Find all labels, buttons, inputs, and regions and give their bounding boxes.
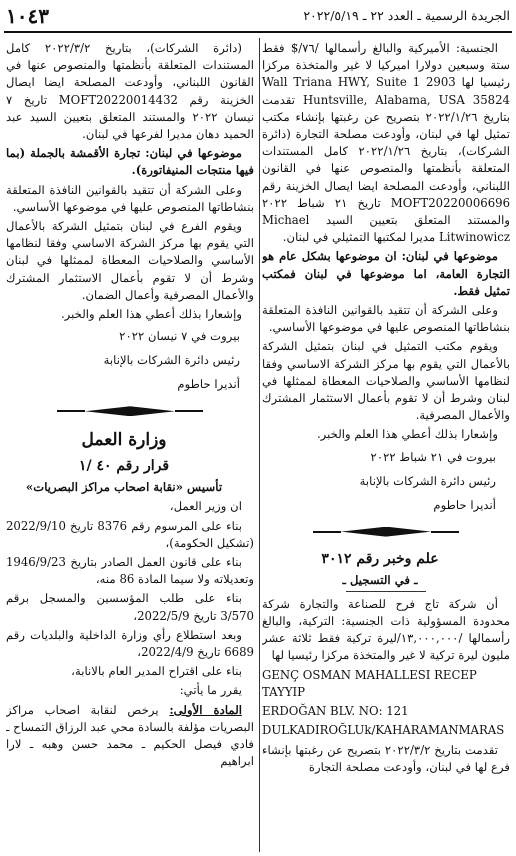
decides-line: يقرر ما يأتي: xyxy=(179,683,242,698)
right-column xyxy=(262,40,510,850)
branch-declaration-text: تقدمت بتاريخ ٢٠٢٢/٣/٢ بتصريح عن رغبتها بإنشاء فرع لها في لبنان، وأودعت مصلحة التجارة xyxy=(262,742,510,774)
office-duties-text: ويقوم مكتب التمثيل في لبنان بتمثيل الشركة بالأعمال التي يقوم بها مركز الشركة الاساسي وفقا لنظامها الأساسي والصلاحيات المعطاة لممثلها في لبنان وشرط أن لا تقوم بأعمال الاستثمار المشترك والأعمال المصرفية. xyxy=(262,339,510,423)
company-registration-text: أن شركة تاج فرح للصناعة والتجارة شركة محدودة المسؤولية ذات الجنسية: التركية، والبالغ رأسمالها /١٣,٠٠٠,٠٠٠/ليرة تركية فقط ثلاثة عشر مليون ليرة تركية لا غير والمتخذة مركزا رئيسيا لها xyxy=(262,596,510,663)
preamble-director-proposal: بناء على اقتراح المدير العام بالانابة، xyxy=(71,664,242,679)
preamble-labor-law: بناء على قانون العمل الصادر بتاريخ 1946/9/23 وتعديلاته ولا سيما المادة 86 منه، xyxy=(6,555,254,587)
branch-signature-name: أنديرا حاطوم xyxy=(177,377,240,392)
company-address-line-2: ERDOĞAN BLV. NO: 121 xyxy=(262,704,409,719)
preamble-decree: بناء على المرسوم رقم 8376 تاريخ 2022/9/10 (تشكيل الحكومة)، xyxy=(6,518,254,550)
subject-in-lebanon: موضوعها في لبنان: ان موضوعها بشكل عام هو التجارة العامة، اما موضوعها في لبنان فمكتب تمثيل فقط. xyxy=(262,249,510,298)
article-one-label: المادة الأولى: xyxy=(169,702,242,717)
branch-signature-role: رئيس دائرة الشركات بالإنابة xyxy=(103,353,240,368)
decision-number: قرار رقم ٤٠ /١ xyxy=(78,458,170,475)
branch-subject: موضوعها في لبنان: تجارة الأقمشة بالجملة (بما فيها منتجات المنيفاتورة). xyxy=(6,146,254,178)
signature-name: أنديرا حاطوم xyxy=(433,497,496,512)
company-address-line-3: DULKADIROĞLUk/KAHARAMANMARAS xyxy=(262,723,505,738)
article-one-text: يرخص لنقابة اصحاب مراكز البصريات مؤلفة بالسادة محي عبد الرزاق التمساح ـ فادي فيصل الحكيم ـ محمد حسن وهبه ـ لارا ابراهيم xyxy=(6,702,254,769)
company-address-line-1: GENÇ OSMAN MAHALLESI RECEP TAYYIP xyxy=(262,667,477,699)
column-divider xyxy=(259,38,260,852)
page-header xyxy=(4,4,512,32)
signature-place-date: بيروت في ٢١ شباط ٢٠٢٢ xyxy=(370,449,496,464)
section-separator xyxy=(6,401,254,421)
notice-subtitle: ـ في التسجيل ـ xyxy=(342,572,418,587)
branch-documents-text: (دائرة الشركات)، بتاريخ ٢٠٢٢/٣/٢ كامل المستندات المتعلقة بأنظمتها والمنصوص عنها في القانون اللبناني، وأودعت المصلحة ايضا ايصال الخزينة رقم MOFT20220014432 تاريخ ٧ نيسان ٢٠٢٢ والمستند المتعلق بتعيين السيد عبد الحميد دهان مديرا لفرعها في لبنان. xyxy=(6,41,254,142)
notice-title: علم وخبر رقم ٣٠١٢ xyxy=(321,550,439,567)
title-underline xyxy=(346,591,426,592)
header-rule xyxy=(4,31,512,33)
representation-office-text: الجنسية: الأميركية والبالغ رأسمالها /٧٦/$ فقط ستة وسبعين دولارا اميركيا لا غير والمتخذة مركزا رئيسيا لها 2903 Wall Triana HWY, Suite 1 Huntsville, Alabama, USA 35824 تقدمت بتاريخ ٢٠٢٢/١/٢٦ بتصريح عن رغبتها بإنشاء مكتب تمثيل لها في لبنان، وأودعت مصلحة التجارة (دائرة الشركات)، بتاريخ ٢٠٢٢/١/٢٦ كامل المستندات المتعلقة بأنظمتها والمنصوص عنها في القانون اللبناني، وأودعت المصلحة ايضا ايصال الخزينة رقم MOFT20220006696 تاريخ ٢١ شباط ٢٠٢٢ والمستند المتعلق بتعيين السيد Michael Litwinowicz مديرا لمكتبها التمثيلي في لبنان. xyxy=(262,41,510,245)
left-column xyxy=(6,40,254,850)
branch-compliance-text: وعلى الشركة أن تتقيد بالقوانين النافذة المتعلقة بنشاطاتها المنصوص عليها في موضوعها الأساسي. xyxy=(6,182,254,214)
branch-notice-closing: وإشعارا بذلك أعطي هذا العلم والخبر. xyxy=(60,307,242,322)
section-separator xyxy=(262,522,510,542)
branch-signature-date: بيروت في ٧ نيسان ٢٠٢٢ xyxy=(119,329,240,344)
preamble-interior-opinion: وبعد استطلاع رأي وزارة الداخلية والبلديات رقم 6689 تاريخ 2022/4/9، xyxy=(6,627,254,660)
article-one xyxy=(6,702,254,771)
page-number: ١٠٤٣ xyxy=(6,4,49,28)
ministry-heading: وزارة العمل xyxy=(81,430,167,451)
preamble-minister: ان وزير العمل، xyxy=(169,499,242,514)
preamble-founders-request: بناء على طلب المؤسسين والمسجل برقم 3/570 تاريخ 2022/5/9، xyxy=(6,591,254,623)
decision-subject: تأسيس «نقابة اصحاب مراكز البصريات» xyxy=(25,480,223,495)
compliance-text: وعلى الشركة أن تتقيد بالقوانين النافذة المتعلقة بنشاطاتها المنصوص عليها في موضوعها الأساسي. xyxy=(262,303,510,335)
branch-duties-text: ويقوم الفرع في لبنان بتمثيل الشركة بالأعمال التي يقوم بها مركز الشركة الاساسي وفقا لنظامها الأساسي والصلاحيات المعطاة لممثلها في لبنان وشرط أن لا تقوم بأعمال الاستثمار المشترك والأعمال المصرفية وأعمال الضمان. xyxy=(6,219,254,302)
gazette-title: الجريدة الرسمية ـ العدد ٢٢ ـ ٢٠٢٢/٥/١٩ xyxy=(303,8,510,23)
notice-closing: وإشعارا بذلك أعطي هذا العلم والخبر. xyxy=(316,427,498,442)
signature-role: رئيس دائرة الشركات بالإنابة xyxy=(359,473,496,488)
